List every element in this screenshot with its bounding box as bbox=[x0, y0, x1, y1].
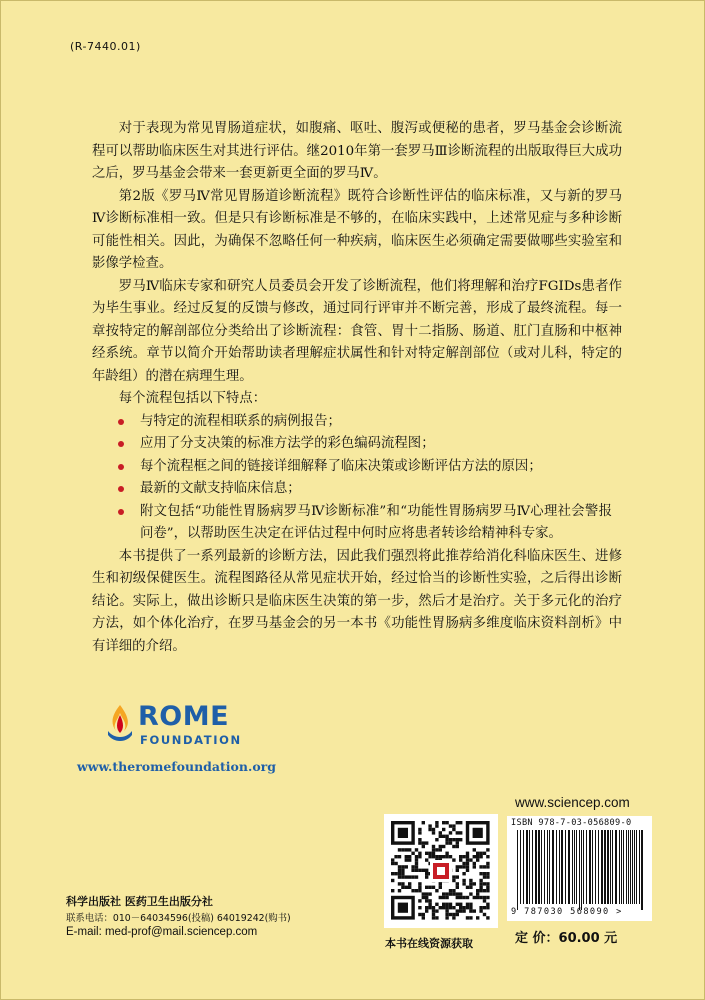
flame-icon bbox=[104, 703, 136, 749]
list-item: 与特定的流程相联系的病例报告； bbox=[92, 411, 622, 434]
barcode-image bbox=[507, 816, 652, 921]
list-item: 每个流程框之间的链接详细解释了临床决策或诊断评估方法的原因； bbox=[92, 456, 622, 479]
logo-rome-text: ROME bbox=[138, 701, 230, 732]
qr-caption: 本书在线资源获取 bbox=[385, 937, 473, 950]
paragraph-committee: 罗马Ⅳ临床专家和研究人员委员会开发了诊断流程，他们将理解和治疗FGIDs患者作为毕生事业。经过反复的反馈与修改，通过同行评审并不断完善，形成了最终流程。每一章按特定的解剖部位分类给出了诊断流程：食管、胃十二指肠、肠道、肛门直肠和中枢神经系统。章节以简介开始帮助读者理解症状属性和针对特定解剖部位（或对儿科，特定的年龄组）的潜在病理生理。 bbox=[92, 278, 622, 384]
list-item: 附文包括“功能性胃肠病罗马Ⅳ诊断标准”和“功能性胃肠病罗马Ⅳ心理社会警报问卷”，以帮助医生决定在评估过程中何时应将患者转诊给精神科专家。 bbox=[92, 501, 622, 546]
qr-code[interactable] bbox=[384, 814, 498, 928]
paragraph-recommendation: 本书提供了一系列最新的诊断方法，因此我们强烈将此推荐给消化科临床医生、进修生和初级保健医生。流程图路径从常见症状开始，经过恰当的诊断性实验，之后得出诊断结论。实际上，做出诊断只是临床医生决策的第一步，然后才是治疗。关于多元化的治疗方法，如个体化治疗，在罗马基金会的另一本书《功能性胃肠病多维度临床资料剖析》中有详细的介绍。 bbox=[92, 548, 622, 654]
paragraph-second-edition: 第2版《罗马Ⅳ常见胃肠道诊断流程》既符合诊断性评估的临床标准，又与新的罗马Ⅳ诊断标准相一致。但是只有诊断标准是不够的，在临床实践中，上述常见症与多种诊断可能性相关。因此，为确保不忽略任何一种疾病，临床医生必须确定需要做哪些实验室和影像学检查。 bbox=[92, 188, 622, 271]
qr-code-image bbox=[384, 814, 498, 928]
paragraph-intro: 对于表现为常见胃肠道症状，如腹痛、呕吐、腹泻或便秘的患者，罗马基金会诊断流程可以帮助临床医生对其进行评估。继2010年第一套罗马Ⅲ诊断流程的出版取得巨大成功之后，罗马基金会带来一套更新更全面的罗马Ⅳ。 bbox=[92, 121, 622, 181]
bullet-icon bbox=[118, 419, 124, 425]
bullet-icon bbox=[118, 486, 124, 492]
catalog-code: (R-7440.01) bbox=[70, 40, 141, 53]
bullet-icon bbox=[118, 441, 124, 447]
isbn-digits: 9 787030 568090 > bbox=[511, 907, 623, 917]
rome-website-link[interactable]: www.theromefoundation.org bbox=[77, 759, 276, 774]
bullet-icon bbox=[118, 464, 124, 470]
publisher-name: 科学出版社 医药卫生出版分社 bbox=[66, 895, 213, 908]
features-heading: 每个流程包括以下特点： bbox=[118, 391, 267, 406]
isbn-number: ISBN 978-7-03-056809-0 bbox=[511, 818, 632, 828]
isbn-barcode bbox=[507, 816, 652, 921]
bullet-icon bbox=[118, 509, 124, 515]
back-cover-text bbox=[92, 118, 622, 658]
contact-email[interactable]: E-mail: med-prof@mail.sciencep.com bbox=[66, 926, 258, 938]
list-item: 应用了分支决策的标准方法学的彩色编码流程图； bbox=[92, 433, 622, 456]
contact-phone: 联系电话：010－64034596(投稿) 64019242(购书) bbox=[66, 913, 291, 924]
price-label: 定 价：60.00 元 bbox=[515, 931, 618, 946]
sciencep-website-link[interactable]: www.sciencep.com bbox=[515, 795, 630, 810]
rome-foundation-logo bbox=[104, 703, 244, 751]
features-list bbox=[92, 411, 622, 546]
logo-foundation-text: FOUNDATION bbox=[140, 733, 242, 747]
list-item: 最新的文献支持临床信息； bbox=[92, 478, 622, 501]
